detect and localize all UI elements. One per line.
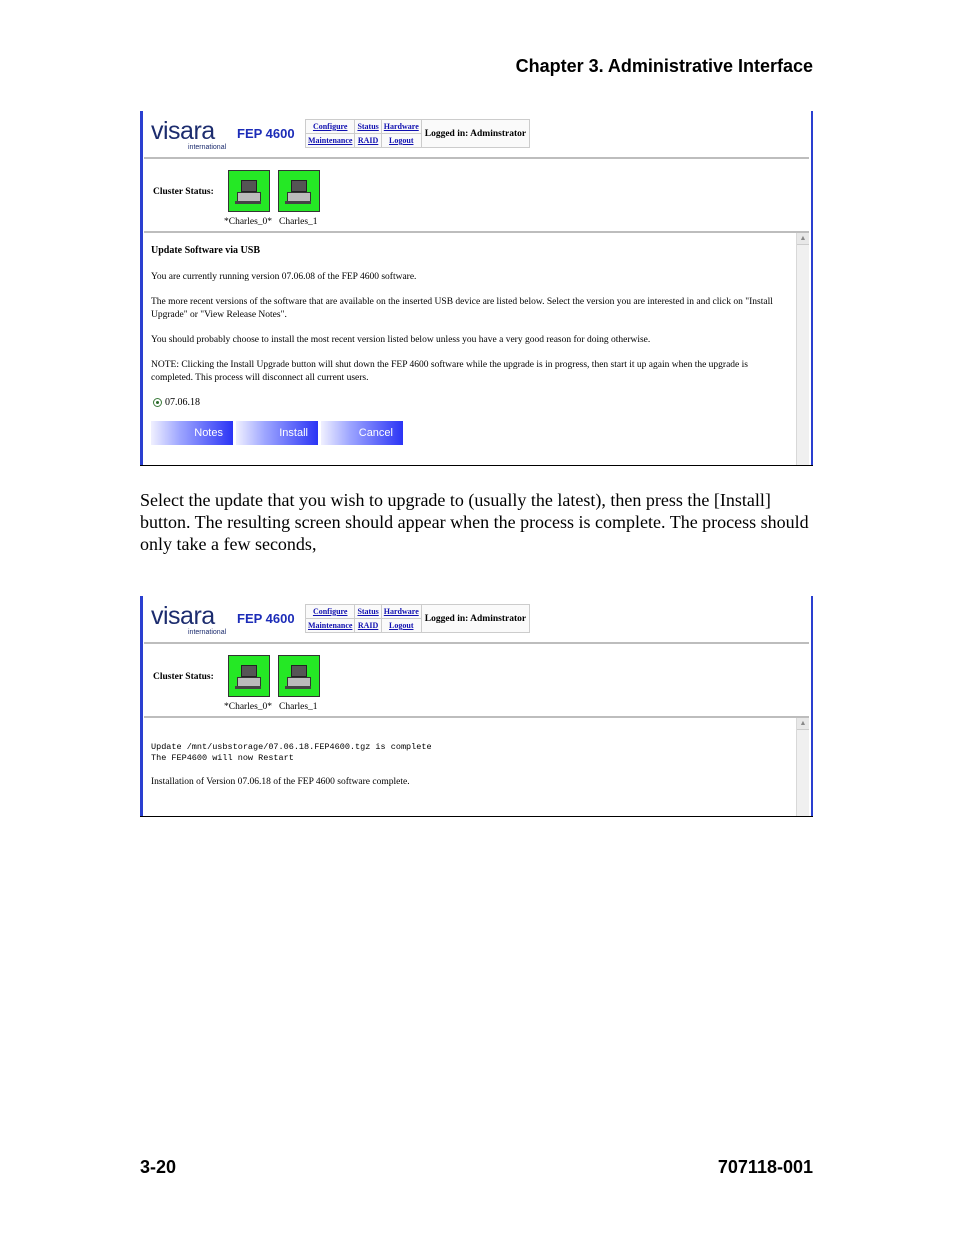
cluster-status-panel (144, 159, 809, 233)
install-button[interactable]: Install (236, 421, 318, 445)
nav-maintenance[interactable]: Maintenance (306, 133, 354, 147)
nav-configure[interactable]: Configure (312, 607, 348, 616)
current-version-text: You are currently running version 07.06.08 of the FEP 4600 software. (151, 272, 417, 282)
page-title: Update Software via USB (151, 245, 260, 256)
computer-icon[interactable] (228, 655, 270, 697)
scrollbar[interactable] (796, 233, 809, 465)
notes-button[interactable]: Notes (151, 421, 233, 445)
nav-status[interactable]: Status (357, 122, 379, 131)
radio-selected-icon[interactable] (153, 398, 162, 407)
visara-logo: visara international (151, 117, 227, 151)
scroll-up-icon[interactable]: ▲ (797, 718, 809, 730)
version-option[interactable]: 07.06.18 (153, 397, 200, 408)
result-text: Installation of Version 07.06.18 of the FEP 4600 software complete. (151, 777, 410, 787)
cluster-status-panel (144, 644, 809, 718)
window-border-left (140, 111, 143, 465)
screenshot-update-complete (140, 596, 813, 817)
product-name: FEP 4600 (237, 126, 295, 141)
nav-logout[interactable]: Logout (382, 133, 421, 147)
instructions-text: The more recent versions of the software that are available on the inserted USB device are listed below. Select the version you are interested in and click on "Install Upgrade" or "View Release Notes". (151, 297, 773, 320)
screenshot-update-usb (140, 111, 813, 466)
result-content (144, 718, 809, 816)
app-header (144, 596, 809, 644)
computer-icon[interactable] (278, 170, 320, 212)
nav-raid[interactable]: RAID (355, 618, 380, 632)
window-border-left (140, 596, 143, 816)
cluster-status-label: Cluster Status: (153, 672, 214, 682)
update-content (144, 233, 809, 465)
window-border-right (811, 111, 814, 465)
document-number: 707118-001 (717, 1157, 813, 1177)
cancel-button[interactable]: Cancel (321, 421, 403, 445)
body-paragraph: Select the update that you wish to upgrade to (usually the latest), then press the [Install] button. The resulting screen should appear when the process is complete. The process should only take a few seconds, (140, 490, 809, 554)
app-header (144, 111, 809, 159)
nav-hardware[interactable]: Hardware (383, 122, 419, 131)
node-label: Charles_1 (279, 217, 318, 227)
nav-logout[interactable]: Logout (382, 618, 421, 632)
note-text: NOTE: Clicking the Install Upgrade button will shut down the FEP 4600 software while the upgrade is in progress, then start it up again when the upgrade is completed. This process will disconnect all current users. (151, 360, 748, 383)
logged-in-label: Logged in: Adminstrator (424, 614, 527, 624)
nav-raid[interactable]: RAID (355, 133, 380, 147)
visara-logo: visara international (151, 602, 227, 636)
product-name: FEP 4600 (237, 611, 295, 626)
computer-icon[interactable] (278, 655, 320, 697)
page-number: 3-20 (140, 1157, 177, 1177)
nav-hardware[interactable]: Hardware (383, 607, 419, 616)
nav-configure[interactable]: Configure (312, 122, 348, 131)
nav-status[interactable]: Status (357, 607, 379, 616)
window-border-right (811, 596, 814, 816)
log-line: Update /mnt/usbstorage/07.06.18.FEP4600.tgz is complete (151, 742, 432, 752)
nav-menu (305, 604, 530, 633)
advice-text: You should probably choose to install the most recent version listed below unless you have a very good reason for doing otherwise. (151, 335, 651, 345)
scroll-up-icon[interactable]: ▲ (797, 233, 809, 245)
nav-maintenance[interactable]: Maintenance (306, 618, 354, 632)
node-label: *Charles_0* (224, 217, 273, 227)
log-line: The FEP4600 will now Restart (151, 753, 294, 763)
node-label: *Charles_0* (224, 702, 273, 712)
chapter-heading: Chapter 3. Administrative Interface (515, 56, 813, 76)
nav-menu (305, 119, 530, 148)
computer-icon[interactable] (228, 170, 270, 212)
node-label: Charles_1 (279, 702, 318, 712)
cluster-status-label: Cluster Status: (153, 187, 214, 197)
logged-in-label: Logged in: Adminstrator (424, 129, 527, 139)
scrollbar[interactable] (796, 718, 809, 816)
